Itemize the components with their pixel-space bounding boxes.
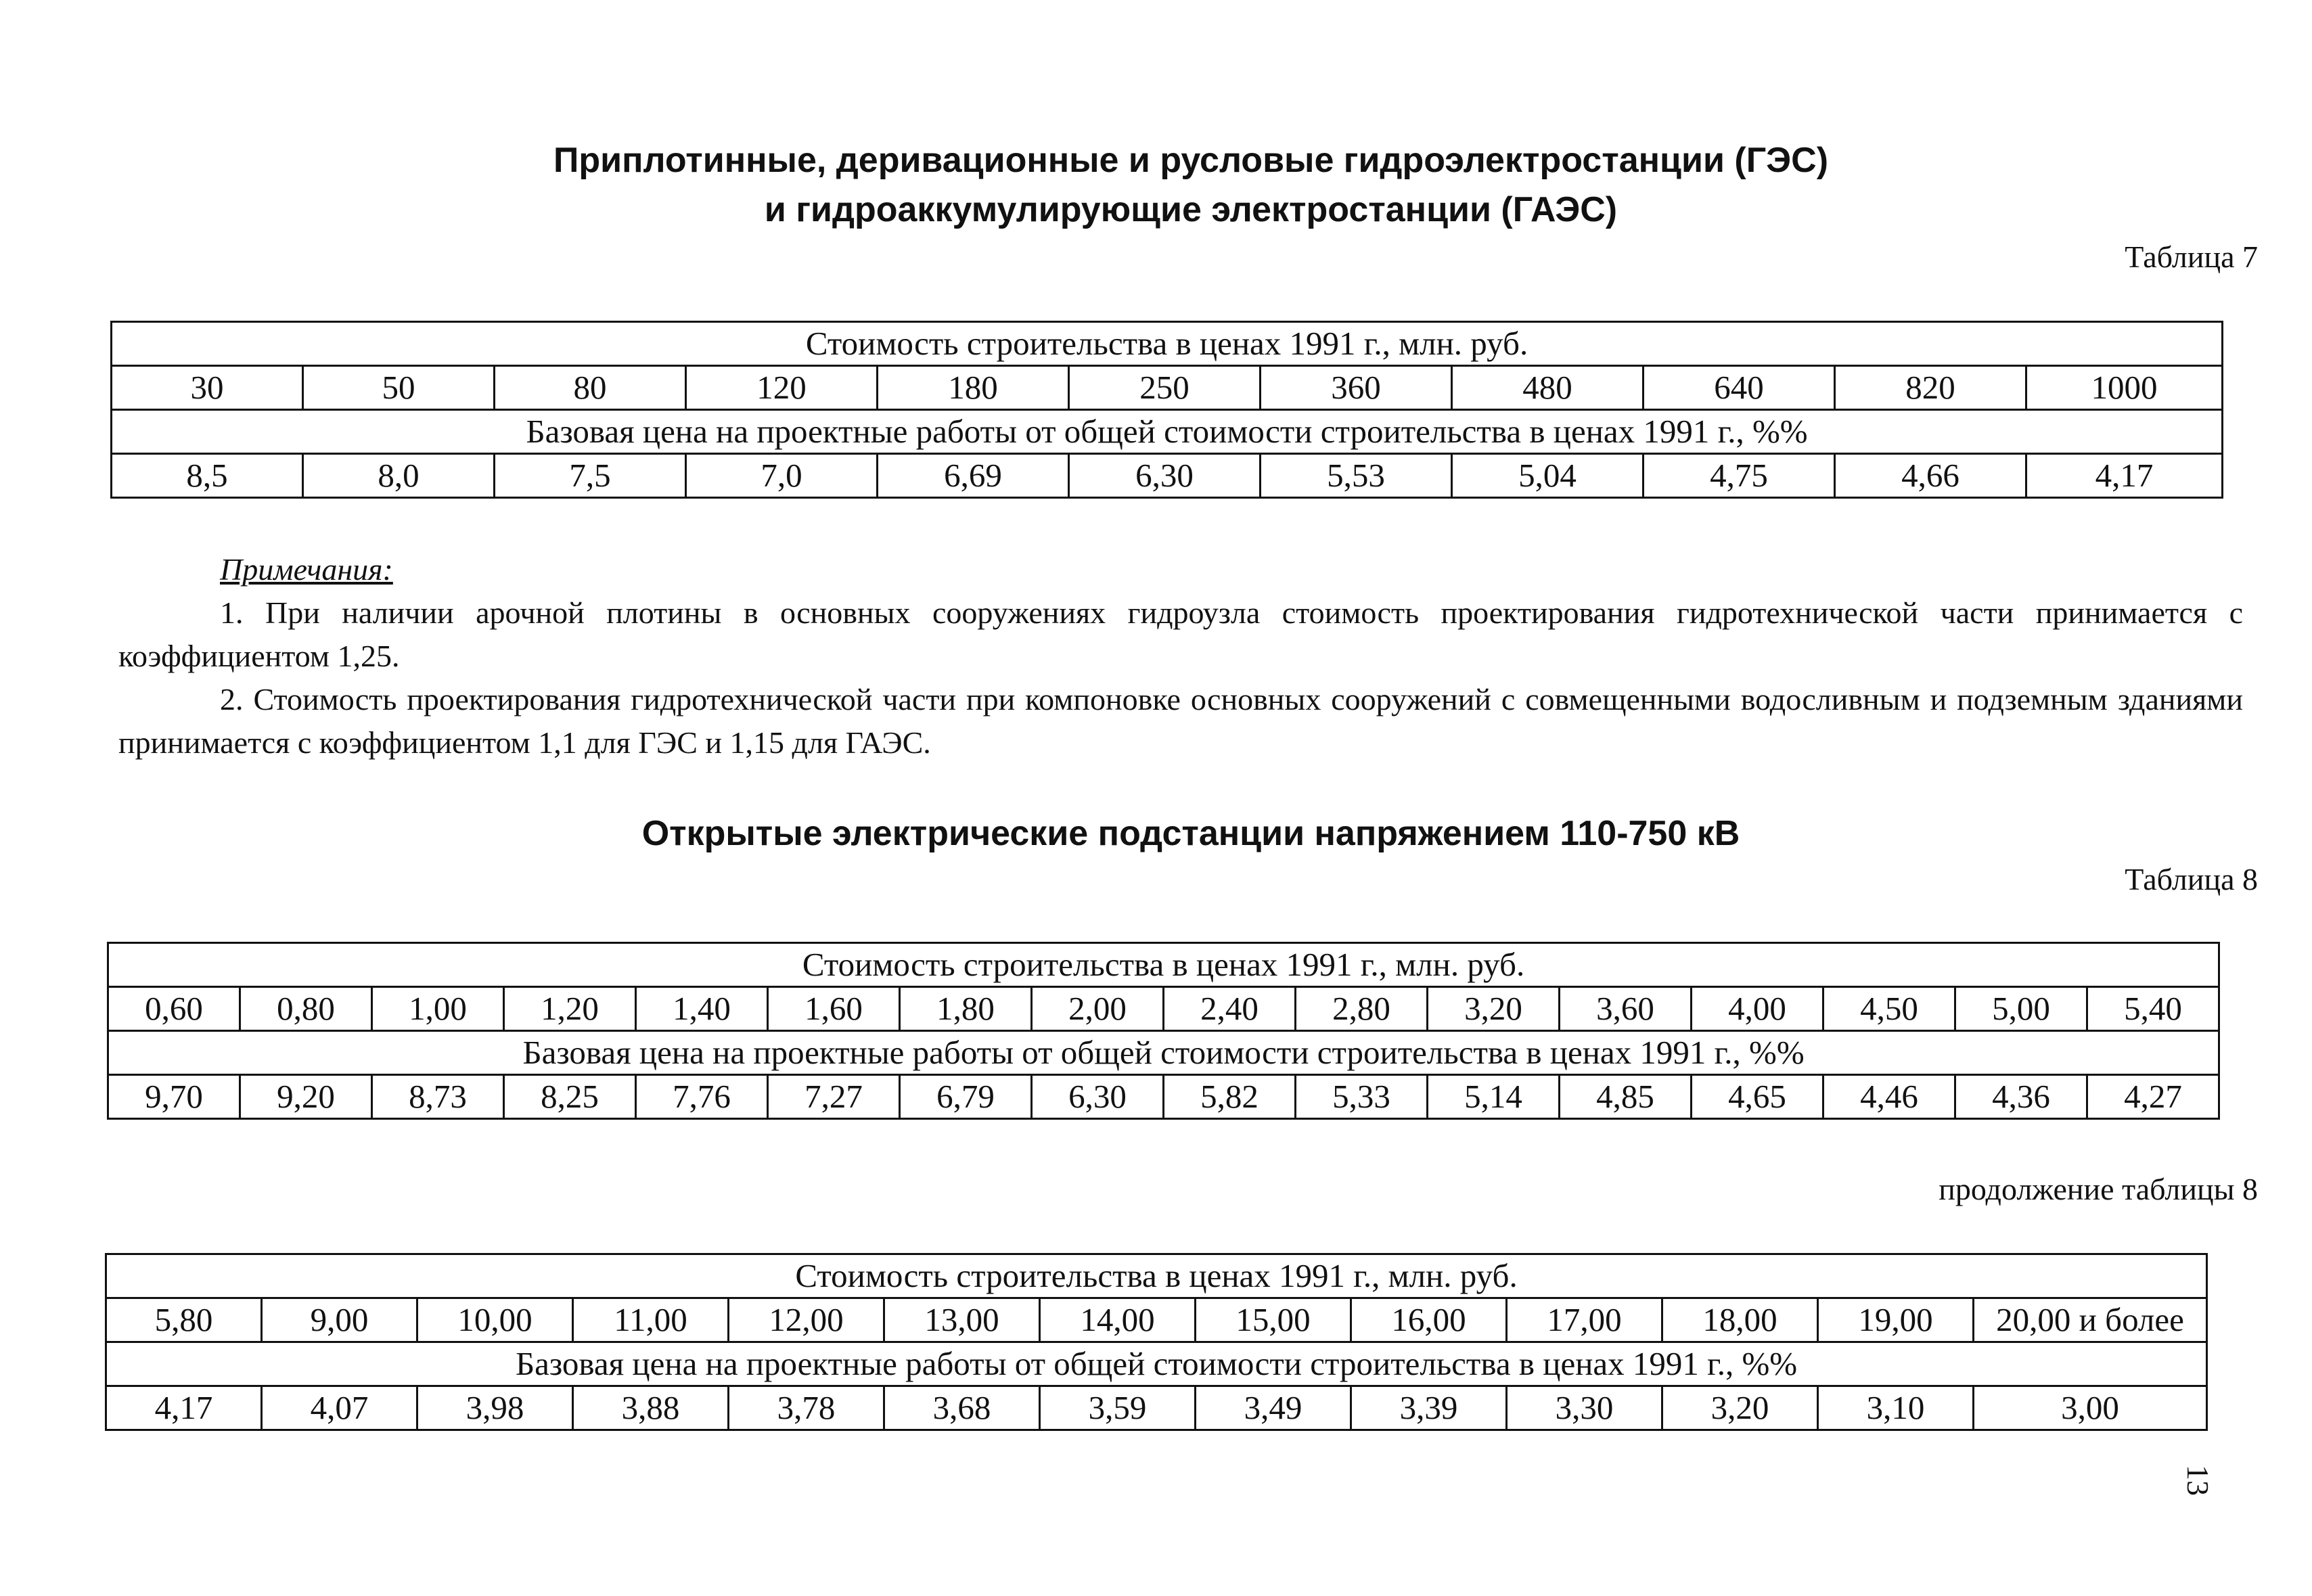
table8-price-cell: 4,27 [2087, 1075, 2219, 1119]
table8-cost-cell: 1,00 [372, 987, 504, 1031]
table7-price-row [112, 454, 2223, 498]
table8-cost-cell: 0,80 [240, 987, 372, 1031]
table8-continuation-label: продолжение таблицы 8 [1939, 1172, 2258, 1206]
table7-price-header: Базовая цена на проектные работы от общей стоимости строительства в ценах 1991 г., %% [112, 410, 2223, 454]
table8-cont-cost-cell: 19,00 [1818, 1298, 1974, 1342]
table8-cost-cell: 0,60 [108, 987, 240, 1031]
notes-title: Примечания: [220, 552, 393, 587]
table8-cost-cell: 5,00 [1955, 987, 2087, 1031]
table8-price-header: Базовая цена на проектные работы от общей стоимости строительства в ценах 1991 г., %% [108, 1031, 2219, 1075]
table8-cont-cost-cell: 17,00 [1507, 1298, 1662, 1342]
table8-cont-price-header: Базовая цена на проектные работы от общей стоимости строительства в ценах 1991 г., %% [106, 1342, 2207, 1386]
table8-continuation [105, 1253, 2208, 1431]
table8-cont-cost-cell: 5,80 [106, 1298, 262, 1342]
table7-price-cell: 5,04 [1452, 454, 1644, 498]
table8-price-cell: 4,85 [1560, 1075, 1692, 1119]
table8-cont-price-cell: 3,49 [1196, 1386, 1351, 1430]
table8-price-cell: 4,36 [1955, 1075, 2087, 1119]
table8-cost-cell: 2,00 [1032, 987, 1164, 1031]
table8-cost-cell: 2,40 [1164, 987, 1296, 1031]
table8-cont-price-cell: 3,78 [729, 1386, 884, 1430]
table8-price-cell: 9,20 [240, 1075, 372, 1119]
table7-label: Таблица 7 [2125, 240, 2258, 274]
table7-cost-cell: 50 [303, 366, 495, 410]
table7-price-cell: 7,0 [686, 454, 878, 498]
table8-cont-cost-cell: 9,00 [262, 1298, 417, 1342]
table8-cost-cell: 5,40 [2087, 987, 2219, 1031]
table7-cost-cell: 120 [686, 366, 878, 410]
table8-cont-cost-cell: 11,00 [573, 1298, 729, 1342]
table8-cont-cost-header: Стоимость строительства в ценах 1991 г., млн. руб. [106, 1254, 2207, 1298]
table8-cont-price-cell: 4,07 [262, 1386, 417, 1430]
table7-cost-cell: 30 [112, 366, 303, 410]
table8-price-cell: 4,65 [1692, 1075, 1823, 1119]
table8-cost-cell: 1,80 [900, 987, 1032, 1031]
table8-price-cell: 7,27 [768, 1075, 900, 1119]
table8-cont-cost-cell: 14,00 [1040, 1298, 1196, 1342]
table8-cont-price-cell: 3,30 [1507, 1386, 1662, 1430]
section1-heading-line1: Приплотинные, деривационные и русловые гидроэлектростанции (ГЭС) [553, 141, 1829, 180]
table8-price-cell: 6,79 [900, 1075, 1032, 1119]
section1-heading-line2: и гидроаккумулирующие электростанции (ГАЭС) [764, 190, 1618, 229]
table8-cont-price-cell: 3,98 [417, 1386, 573, 1430]
table8-cost-cell: 4,00 [1692, 987, 1823, 1031]
table8-price-cell: 5,33 [1296, 1075, 1428, 1119]
table8-cost-row [108, 987, 2219, 1031]
table8 [107, 942, 2220, 1120]
table8-cont-cost-cell: 16,00 [1351, 1298, 1507, 1342]
table8-cost-cell: 3,20 [1428, 987, 1560, 1031]
table8-cont-price-cell: 3,59 [1040, 1386, 1196, 1430]
table7-price-cell: 6,69 [878, 454, 1069, 498]
table7-price-cell: 8,5 [112, 454, 303, 498]
table8-cost-cell: 1,20 [504, 987, 636, 1031]
table8-price-row [108, 1075, 2219, 1119]
table8-cont-price-cell: 3,39 [1351, 1386, 1507, 1430]
table8-price-cell: 4,46 [1823, 1075, 1955, 1119]
table8-cont-cost-cell: 10,00 [417, 1298, 573, 1342]
note-item: 2. Стоимость проектирования гидротехнической части при компоновке основных сооружений с совмещенными водосливным и подземным зданиями принимается с коэффициентом 1,1 для ГЭС и 1,15 для ГАЭС. [118, 682, 2243, 760]
table8-cont-price-cell: 4,17 [106, 1386, 262, 1430]
table8-cost-header: Стоимость строительства в ценах 1991 г., млн. руб. [108, 943, 2219, 987]
table7-price-cell: 4,17 [2026, 454, 2223, 498]
table7-cost-cell: 820 [1835, 366, 2026, 410]
table7-cost-cell: 640 [1644, 366, 1835, 410]
table7-price-cell: 4,75 [1644, 454, 1835, 498]
table8-price-cell: 5,14 [1428, 1075, 1560, 1119]
table8-cont-price-row [106, 1386, 2207, 1430]
table8-cont-price-cell: 3,88 [573, 1386, 729, 1430]
table7-cost-cell: 360 [1261, 366, 1452, 410]
table8-cont-cost-cell: 15,00 [1196, 1298, 1351, 1342]
table8-cost-cell: 3,60 [1560, 987, 1692, 1031]
table8-cont-cost-cell: 13,00 [884, 1298, 1040, 1342]
table8-cost-cell: 4,50 [1823, 987, 1955, 1031]
table8-price-cell: 8,25 [504, 1075, 636, 1119]
table8-cont-price-cell: 3,00 [1974, 1386, 2207, 1430]
table8-cont-price-cell: 3,68 [884, 1386, 1040, 1430]
table8-price-cell: 7,76 [636, 1075, 768, 1119]
table7-cost-cell: 80 [495, 366, 686, 410]
table8-price-cell: 6,30 [1032, 1075, 1164, 1119]
table8-price-cell: 5,82 [1164, 1075, 1296, 1119]
page-number: 13 [2181, 1465, 2215, 1496]
table7-cost-cell: 1000 [2026, 366, 2223, 410]
notes [118, 548, 2243, 765]
table7 [110, 321, 2223, 499]
table8-cost-cell: 2,80 [1296, 987, 1428, 1031]
table7-price-cell: 4,66 [1835, 454, 2026, 498]
table8-cost-cell: 1,60 [768, 987, 900, 1031]
table8-cont-cost-cell: 20,00 и более [1974, 1298, 2207, 1342]
table7-cost-cell: 480 [1452, 366, 1644, 410]
table7-cost-row [112, 366, 2223, 410]
table7-price-cell: 7,5 [495, 454, 686, 498]
table7-cost-cell: 180 [878, 366, 1069, 410]
table8-cost-cell: 1,40 [636, 987, 768, 1031]
section2-heading: Открытые электрические подстанции напряжением 110-750 кВ [641, 814, 1740, 853]
table7-price-cell: 5,53 [1261, 454, 1452, 498]
table8-cont-cost-row [106, 1298, 2207, 1342]
table8-price-cell: 9,70 [108, 1075, 240, 1119]
table8-cont-price-cell: 3,10 [1818, 1386, 1974, 1430]
table8-cont-price-cell: 3,20 [1662, 1386, 1818, 1430]
table8-cont-cost-cell: 12,00 [729, 1298, 884, 1342]
table7-price-cell: 6,30 [1069, 454, 1261, 498]
table8-price-cell: 8,73 [372, 1075, 504, 1119]
table8-label: Таблица 8 [2125, 862, 2258, 896]
table7-cost-cell: 250 [1069, 366, 1261, 410]
table8-cont-cost-cell: 18,00 [1662, 1298, 1818, 1342]
table7-cost-header: Стоимость строительства в ценах 1991 г., млн. руб. [112, 322, 2223, 366]
table7-price-cell: 8,0 [303, 454, 495, 498]
note-item: 1. При наличии арочной плотины в основных сооружениях гидроузла стоимость проектирования гидротехнической части принимается с коэффициентом 1,25. [118, 595, 2243, 673]
